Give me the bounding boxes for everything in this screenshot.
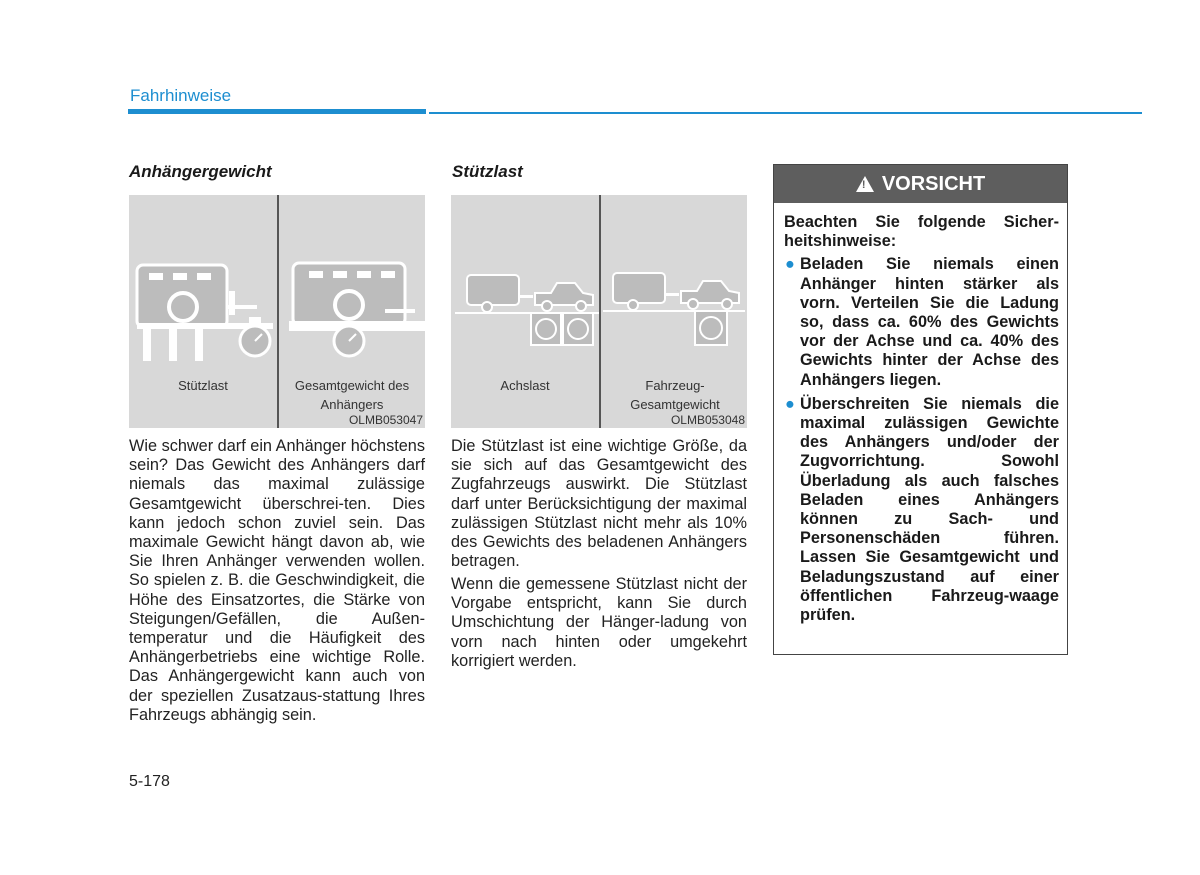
figure-caption-achslast: Achslast <box>500 378 550 393</box>
section-title-stuetzlast: Stützlast <box>452 162 523 181</box>
paragraph-stuetzlast-2: Wenn die gemessene Stützlast nicht der Vorgabe entspricht, kann Sie durch Umschichtung der Hänger-ladung von vorn nach hinten oder umgekehrt korrigiert werden. <box>451 575 747 670</box>
caution-heading: VORSICHT <box>881 172 986 195</box>
paragraph-stuetzlast-1: Die Stützlast ist eine wichtige Größe, da sie sich auf das Gesamtgewicht des Zugfahrzeugs auswirkt. Die Stützlast darf unter Berücksichtigung der maximal zulässigen Stützlast nicht mehr als 10% des Gewichts des beladenen Anhängers betragen. <box>451 437 747 571</box>
caution-list <box>784 255 1059 625</box>
header-rule-thin <box>429 112 1142 114</box>
caution-header <box>774 165 1067 203</box>
figure-caption-gesamtgewicht: Gesamtgewicht des Anhängers <box>294 378 410 412</box>
caution-box <box>773 164 1068 655</box>
page-number: 5-178 <box>129 773 170 790</box>
section-title-anhaengergewicht: Anhängergewicht <box>129 162 272 181</box>
caution-item <box>784 255 1059 389</box>
caution-item-text: Beladen Sie niemals einen Anhänger hinten stärker als vorn. Verteilen Sie die Ladung so, dass ca. 60% des Gewichts vor der Achse und ca. 40% des Gewichts hinter der Achse des Anhängers liegen. <box>800 255 1059 389</box>
bullet-icon: ● <box>785 394 795 413</box>
figure-divider <box>277 195 279 428</box>
figure-code: OLMB053047 <box>348 413 423 427</box>
section-header: Fahrhinweise <box>130 86 232 105</box>
caution-item <box>784 395 1059 625</box>
figure-code: OLMB053048 <box>670 413 745 427</box>
figure-trailer-weight <box>129 195 425 428</box>
figure-divider <box>599 195 601 428</box>
figure-caption-stuetzlast: Stützlast <box>178 378 228 393</box>
figure-caption-fahrzeug-gesamtgewicht: Fahrzeug-Gesamtgewicht <box>630 378 720 412</box>
bullet-icon: ● <box>785 255 795 274</box>
caution-intro: Beachten Sie folgende Sicher-heitshinweise: <box>784 213 1059 251</box>
warning-icon: ! <box>856 176 874 192</box>
header-rule-thick <box>128 109 426 114</box>
figure-tongue-load <box>451 195 747 428</box>
caution-item-text: Überschreiten Sie niemals die maximal zulässigen Gewichte des Anhängers und/oder der Zugvorrichtung. Sowohl Überladung als auch falsches Beladen eines Anhängers können zu Sach- und Personenschäden führen. Lassen Sie Gesamtgewicht und Beladungszustand auf einer öffentlichen Fahrzeug-waage prüfen. <box>800 394 1059 625</box>
paragraph-anhaengergewicht: Wie schwer darf ein Anhänger höchstens sein? Das Gewicht des Anhängers darf niemals das maximal zulässige Gesamtgewicht überschrei-ten. Dies kann jedoch schon zuviel sein. Das maximale Gewicht hängt davon ab, wie Sie Ihren Anhänger verwenden wollen. So spielen z. B. die Geschwindigkeit, die Höhe des Einsatzortes, die Stärke von Steigungen/Gefällen, die Außen-temperatur und die Häufigkeit des Anhängerbetriebs eine wichtige Rolle. Das Anhängergewicht kann auch von der speziellen Zusatzaus-stattung Ihres Fahrzeugs abhängig sein. <box>129 437 425 724</box>
